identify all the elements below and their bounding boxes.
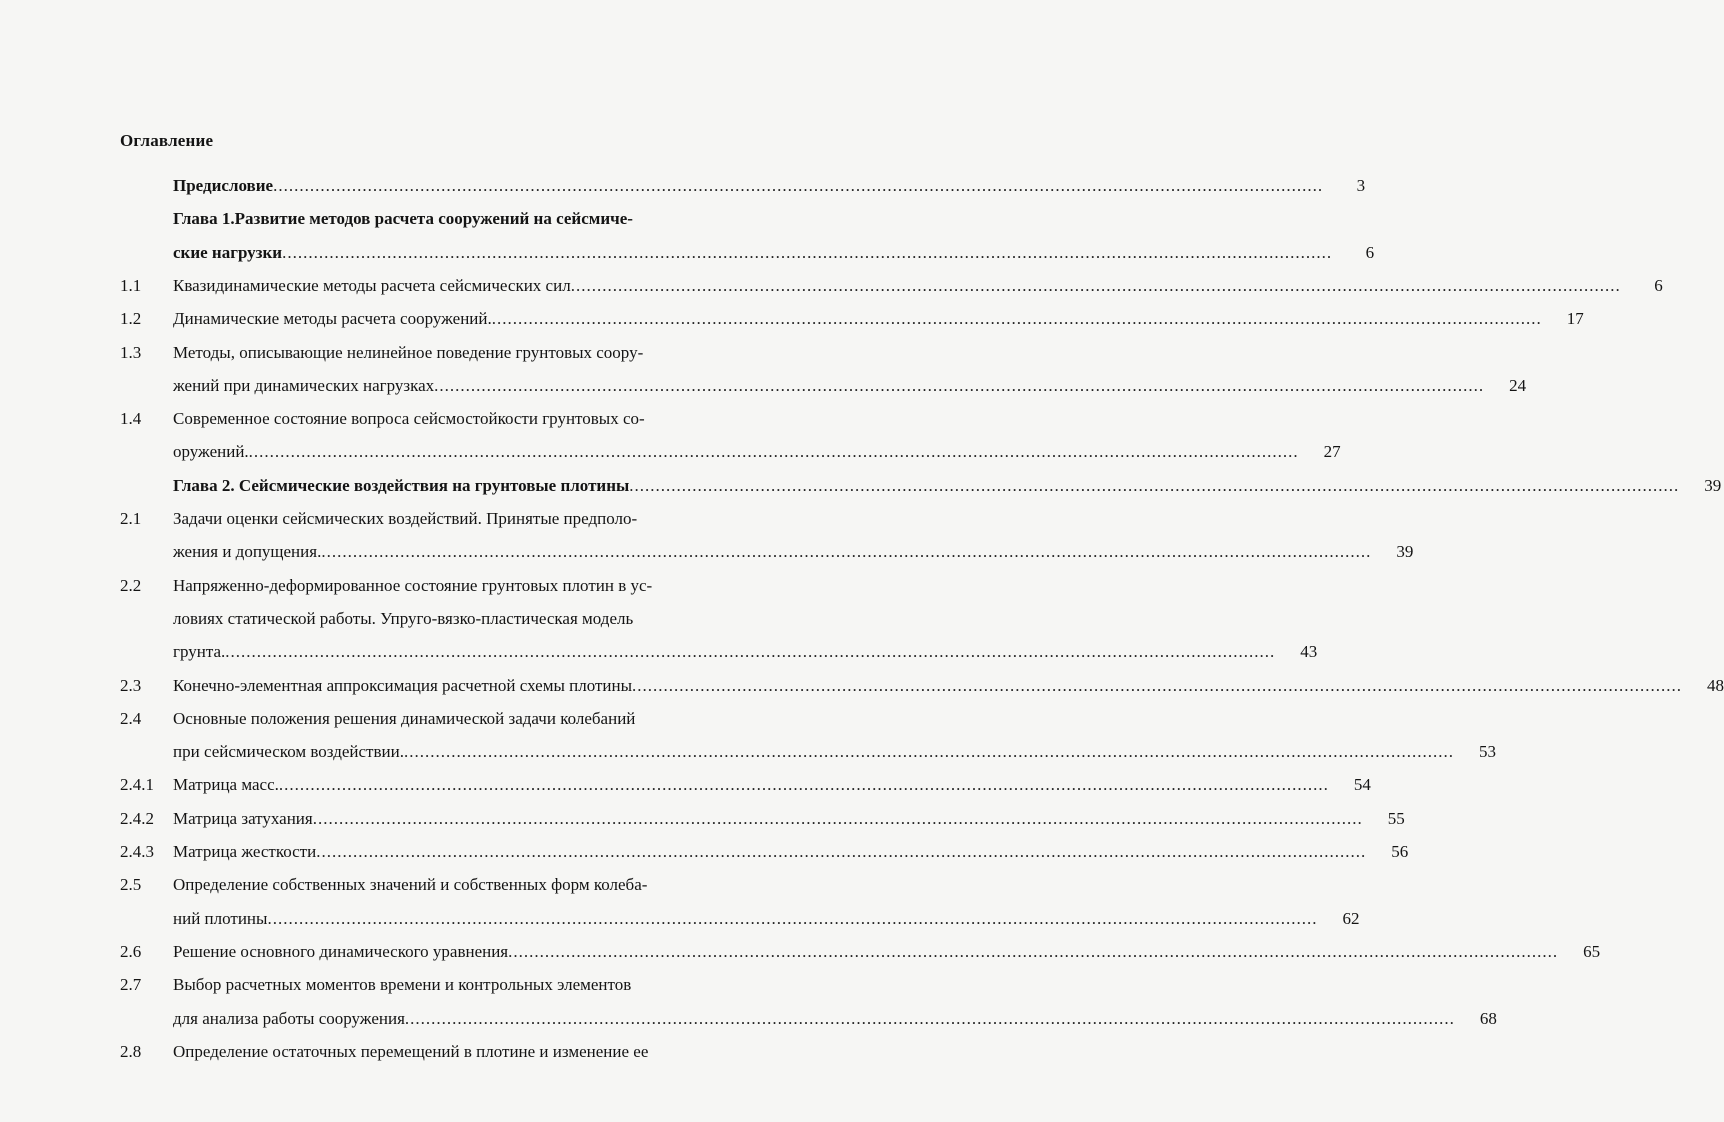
toc-entry-title: для анализа работы сооружения <box>173 1008 405 1028</box>
dot-leader: ........................................................................................................................................................................................................ <box>273 176 1324 195</box>
toc-entry-line <box>173 974 733 996</box>
toc-entry-line <box>173 242 1375 264</box>
toc-entry-line <box>173 475 1722 497</box>
toc-entry-title: Предисловие <box>173 176 274 195</box>
toc-entry-number: 2.6 <box>120 941 142 961</box>
toc-page-number: 43 <box>1300 642 1318 662</box>
toc-page-number: 65 <box>1583 941 1601 961</box>
dot-leader: ........................................................................................................................................................................................................ <box>248 442 1299 462</box>
toc-entry-number: 2.4.2 <box>120 808 154 828</box>
toc-entry-line <box>173 708 733 730</box>
toc-entry-title: Определение собственных значений и собственных форм колеба- <box>173 875 648 895</box>
toc-entry-line <box>173 608 733 630</box>
toc-entry-title: Современное состояние вопроса сейсмостойкости грунтовых со- <box>173 409 645 429</box>
toc-page-number: 62 <box>1342 908 1360 928</box>
toc-entry-title: Квазидинамические методы расчета сейсмических сил <box>173 275 571 295</box>
toc-entry-title: оружений. <box>173 442 249 462</box>
toc-entry-line <box>173 375 1527 397</box>
toc-page-number: 39 <box>1396 542 1414 562</box>
toc-entry-title: Задачи оценки сейсмических воздействий. Принятые предполо- <box>173 509 638 528</box>
toc-page-number: 27 <box>1323 442 1341 462</box>
toc-entry-line <box>173 641 1318 663</box>
toc-entry-title: Глава 2. Сейсмические воздействия на грунтовые плотины <box>173 475 630 495</box>
toc-entry-number: 2.2 <box>120 575 142 595</box>
toc-entry-title: Матрица жесткости <box>173 842 317 861</box>
toc-entry-number: 2.4 <box>120 708 142 728</box>
toc-page-number: 53 <box>1478 742 1496 762</box>
toc-entry-line <box>173 575 733 597</box>
toc-entry-line <box>173 874 733 896</box>
toc-page-number: 6 <box>1365 242 1375 262</box>
toc-heading: Оглавление <box>120 131 214 150</box>
toc-entry-title: Основные положения решения динамической задачи колебаний <box>173 708 636 728</box>
dot-leader: ........................................................................................................................................................................................................ <box>282 242 1333 262</box>
toc-page-number: 24 <box>1509 375 1527 395</box>
toc-entry-number: 2.5 <box>120 875 142 895</box>
toc-page-number: 48 <box>1707 675 1724 695</box>
toc-entry-number: 2.8 <box>120 1041 142 1061</box>
toc-entry-title: Матрица масс. <box>173 775 279 795</box>
toc-entry-title: жений при динамических нагрузках <box>173 375 435 395</box>
toc-page-number: 3 <box>1356 176 1366 195</box>
toc-entry-title: Напряженно-деформированное состояние грунтовых плотин в ус- <box>173 575 653 595</box>
toc-entry-title: Определение остаточных перемещений в плотине и изменение ее <box>173 1041 649 1061</box>
toc-entry-title: Матрица затухания <box>173 808 313 828</box>
dot-leader: ........................................................................................................................................................................................................ <box>491 309 1542 329</box>
toc-page-number: 68 <box>1479 1008 1497 1028</box>
toc-entry-line <box>173 342 733 364</box>
toc-entry-title: при сейсмическом воздействии. <box>173 742 404 762</box>
dot-leader: ........................................................................................................................................................................................................ <box>508 941 1559 961</box>
toc-entry-number: 2.1 <box>120 509 142 528</box>
toc-entry-title: Конечно-элементная аппроксимация расчетной схемы плотины <box>173 675 633 695</box>
toc-page-number: 54 <box>1353 775 1371 795</box>
toc-entry-line <box>173 774 1371 796</box>
toc-entry-line <box>173 275 1663 297</box>
toc-entry-line <box>173 441 1341 463</box>
dot-leader: ........................................................................................................................................................................................................ <box>632 675 1683 695</box>
toc-entry-title: Решение основного динамического уравнения <box>173 941 509 961</box>
toc-entry-title: Динамические методы расчета сооружений. <box>173 309 492 329</box>
dot-leader: ........................................................................................................................................................................................................ <box>403 742 1454 762</box>
toc-entry-line <box>173 675 1724 697</box>
toc-page-number: 6 <box>1654 275 1663 295</box>
toc-page-number: 55 <box>1387 808 1405 828</box>
toc-entry-number: 2.4.1 <box>120 775 154 795</box>
toc-entry-title: Глава 1.Развитие методов расчета сооружений на сейсмиче- <box>173 209 633 229</box>
toc-entry-title: ний плотины <box>173 908 268 928</box>
toc-entry-line <box>173 1008 1497 1030</box>
toc-entry-line <box>173 508 733 530</box>
toc-entry-line <box>173 808 1405 830</box>
toc-page-number: 17 <box>1566 309 1584 329</box>
dot-leader: ........................................................................................................................................................................................................ <box>225 642 1276 662</box>
toc-page-number: 56 <box>1391 842 1409 861</box>
toc-entry-line <box>173 941 1601 963</box>
dot-leader: ........................................................................................................................................................................................................ <box>404 1008 1455 1028</box>
toc-entry-number: 1.3 <box>120 342 142 362</box>
toc-page-number: 39 <box>1704 475 1722 495</box>
toc-entry-line <box>173 175 1366 197</box>
toc-entry-title: Выбор расчетных моментов времени и контрольных элементов <box>173 975 632 995</box>
dot-leader: ........................................................................................................................................................................................................ <box>570 275 1621 295</box>
dot-leader: ........................................................................................................................................................................................................ <box>316 842 1367 861</box>
toc-entry-line <box>173 741 1496 763</box>
toc-entry-number: 1.4 <box>120 409 142 429</box>
toc-entry-number: 2.4.3 <box>120 842 154 861</box>
toc-entry-number: 1.2 <box>120 309 142 329</box>
dot-leader: ........................................................................................................................................................................................................ <box>278 775 1329 795</box>
toc-entry-number: 2.7 <box>120 975 142 995</box>
toc-entry-title: Методы, описывающие нелинейное поведение грунтовых соору- <box>173 342 644 362</box>
toc-entry-line <box>173 208 733 230</box>
toc-entry-title: ловиях статической работы. Упруго-вязко-пластическая модель <box>173 608 634 628</box>
toc-entry-title: грунта. <box>173 642 226 662</box>
dot-leader: ........................................................................................................................................................................................................ <box>629 475 1680 495</box>
toc-entry-line <box>173 908 1360 930</box>
toc-entry-line <box>173 1041 733 1063</box>
toc-entry-number: 2.3 <box>120 675 142 695</box>
toc-entry-line <box>173 308 1584 330</box>
toc-entry-line <box>173 841 1409 863</box>
dot-leader: ........................................................................................................................................................................................................ <box>321 542 1372 562</box>
toc-entry-line <box>173 541 1414 563</box>
toc-entry-line <box>173 408 733 430</box>
dot-leader: ........................................................................................................................................................................................................ <box>434 375 1485 395</box>
toc-entry-title: ские нагрузки <box>173 242 283 262</box>
dot-leader: ........................................................................................................................................................................................................ <box>312 808 1363 828</box>
toc-entry-title: жения и допущения. <box>173 542 322 562</box>
dot-leader: ........................................................................................................................................................................................................ <box>267 908 1318 928</box>
toc-entry-number: 1.1 <box>120 275 142 295</box>
